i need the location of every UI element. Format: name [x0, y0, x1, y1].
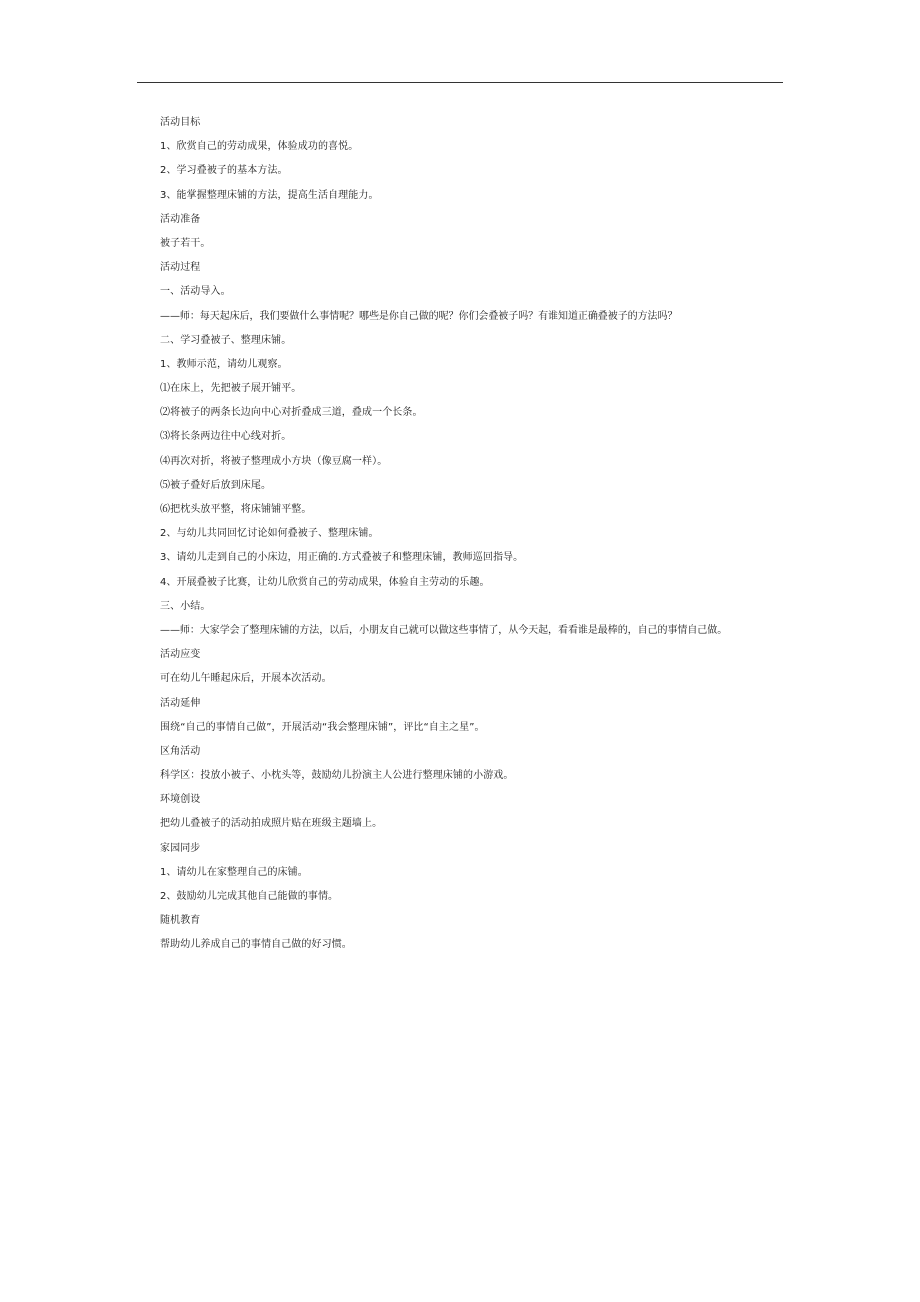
paragraph: ——师：每天起床后，我们要做什么事情呢？哪些是你自己做的呢？你们会叠被子吗？有谁知道正确叠被子的方法吗？: [160, 310, 678, 322]
paragraph: 3、能掌握整理床铺的方法，提高生活自理能力。: [160, 189, 379, 201]
document-body: [160, 113, 800, 960]
paragraph: 2、与幼儿共同回忆讨论如何叠被子、整理床铺。: [160, 528, 379, 540]
list-item: ⑷再次对折，将被子整理成小方块（像豆腐一样）。: [160, 455, 388, 467]
section-heading-environment: 环境创设: [160, 794, 201, 806]
list-item: ⑵将被子的两条长边向中心对折叠成三道，叠成一个长条。: [160, 407, 423, 419]
paragraph: 一、活动导入。: [160, 286, 231, 298]
paragraph: 4、开展叠被子比赛，让幼儿欣赏自己的劳动成果，体验自主劳动的乐趣。: [160, 576, 490, 588]
paragraph: 3、请幼儿走到自己的小床边，用正确的.方式叠被子和整理床铺，教师巡回指导。: [160, 552, 524, 564]
section-heading-random-education: 随机教育: [160, 915, 201, 927]
paragraph: 二、学习叠被子、整理床铺。: [160, 334, 292, 346]
list-item: ⑴在床上，先把被子展开铺平。: [160, 383, 302, 395]
section-heading-area-activity: 区角活动: [160, 745, 201, 757]
paragraph: 2、学习叠被子的基本方法。: [160, 165, 288, 177]
paragraph: 把幼儿叠被子的活动拍成照片贴在班级主题墙上。: [160, 818, 383, 830]
section-heading-goals: 活动目标: [160, 117, 201, 128]
paragraph: 1、教师示范，请幼儿观察。: [160, 358, 288, 370]
paragraph: 1、欣赏自己的劳动成果，体验成功的喜悦。: [160, 141, 359, 153]
paragraph: ——师：大家学会了整理床铺的方法，以后，小朋友自己就可以做这些事情了，从今天起，看看谁是最棒的，自己的事情自己做。: [160, 624, 728, 636]
section-heading-home-school: 家园同步: [160, 842, 201, 854]
section-heading-adaptation: 活动应变: [160, 649, 201, 661]
list-item: ⑹把枕头放平整，将床铺铺平整。: [160, 504, 312, 515]
section-heading-extension: 活动延伸: [160, 697, 201, 709]
paragraph: 帮助幼儿养成自己的事情自己做的好习惯。: [160, 939, 352, 951]
paragraph: 1、请幼儿在家整理自己的床铺。: [160, 866, 308, 878]
paragraph: 2、鼓励幼儿完成其他自己能做的事情。: [160, 891, 339, 902]
paragraph: 可在幼儿午睡起床后，开展本次活动。: [160, 673, 332, 685]
paragraph: 三、小结。: [160, 600, 211, 612]
paragraph: 围绕“自己的事情自己做”，开展活动“我会整理床铺”，评比“自主之星”。: [160, 721, 485, 733]
paragraph: 被子若干。: [160, 237, 211, 249]
section-heading-preparation: 活动准备: [160, 213, 201, 225]
list-item: ⑶将长条两边往中心线对折。: [160, 431, 292, 443]
section-heading-process: 活动过程: [160, 262, 201, 274]
header-rule: [137, 82, 783, 83]
list-item: ⑸被子叠好后放到床尾。: [160, 479, 272, 491]
paragraph: 科学区：投放小被子、小枕头等，鼓励幼儿扮演主人公进行整理床铺的小游戏。: [160, 770, 514, 782]
